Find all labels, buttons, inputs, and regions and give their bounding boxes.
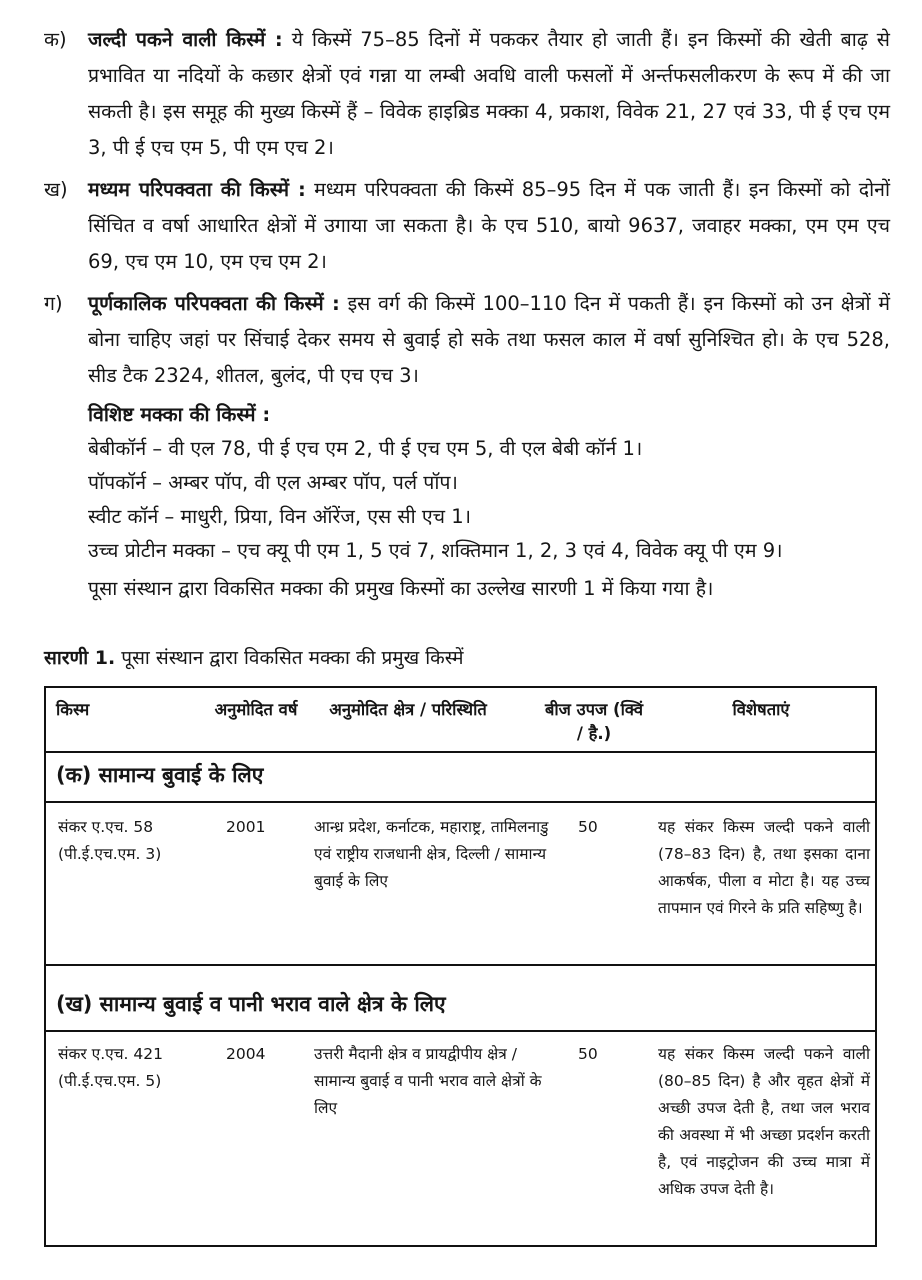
special-maize-title: विशिष्ट मक्का की किस्में : [88, 403, 271, 426]
row-divider [46, 964, 875, 966]
header-year: अनुमोदित वर्ष [214, 700, 298, 719]
special-maize-line: स्वीट कॉर्न – माधुरी, प्रिया, विन ऑरेंज, एस सी एच 1। [88, 505, 471, 528]
table-caption-label: सारणी 1. [44, 647, 116, 669]
header-variety: किस्म [56, 700, 90, 719]
cell-area: आन्ध्र प्रदेश, कर्नाटक, महाराष्ट्र, तामिलनाडु एवं राष्ट्रीय राजधानी क्षेत्र, दिल्ली / सामान्य बुवाई के लिए [314, 818, 549, 890]
list-marker: क) [44, 28, 67, 51]
special-maize-line: पॉपकॉर्न – अम्बर पॉप, वी एल अम्बर पॉप, पर्ल पॉप। [88, 471, 458, 494]
variety-group-early [44, 22, 890, 166]
special-maize-line: उच्च प्रोटीन मक्का – एच क्यू पी एम 1, 5 एवं 7, शक्तिमान 1, 2, 3 एवं 4, विवेक क्यू पी एम 9। [88, 539, 783, 562]
special-maize-line: बेबीकॉर्न – वी एल 78, पी ई एच एम 2, पी ई एच एम 5, वी एल बेबी कॉर्न 1। [88, 437, 643, 460]
cell-yield: 50 [578, 1045, 598, 1063]
group-text: मध्यम परिपक्वता की किस्में 85–95 दिन में पक जाती हैं। इन किस्मों को दोनों सिंचित व वर्षा आधारित क्षेत्रों में उगाया जा सकता है। के एच 510, बायो 9637, जवाहर मक्का, एम एम एच 69, एच एम 10, एम एच एम 2। [88, 178, 890, 273]
variety-group-medium [44, 172, 890, 280]
list-marker: ग) [44, 292, 63, 315]
table-section-heading [46, 980, 875, 1032]
header-traits: विशेषताएं [732, 700, 790, 719]
section-title: (ख) सामान्य बुवाई व पानी भराव वाले क्षेत्र के लिए [56, 992, 446, 1016]
cell-yield: 50 [578, 818, 598, 836]
cell-variety: संकर ए.एच. 421 (पी.ई.एच.एम. 5) [58, 1045, 163, 1090]
header-yield: बीज उपज (क्विं / है.) [544, 700, 644, 743]
cell-variety: संकर ए.एच. 58 (पी.ई.एच.एम. 3) [58, 818, 162, 863]
table-caption [44, 645, 464, 671]
table-header-row [46, 688, 875, 753]
cell-traits: यह संकर किस्म जल्दी पकने वाली (80–85 दिन) है और वृहत क्षेत्रों में अच्छी उपज देती है, तथा जल भराव की अवस्था में भी अच्छा प्रदर्शन करती है, एवं नाइट्रोजन की उच्च मात्रा में अधिक उपज देती है। [658, 1045, 870, 1198]
group-text: ये किस्में 75–85 दिनों में पककर तैयार हो जाती हैं। इन किस्मों की खेती बाढ़ से प्रभावित या नदियों के कछार क्षेत्रों एवं गन्ना या लम्बी अवधि वाली फसलों में अर्न्तफसलीकरण के रूप में की जा सकती है। इस समूह की मुख्य किस्में हैं – विवेक हाइब्रिड मक्का 4, प्रकाश, विवेक 21, 27 एवं 33, पी ई एच एम 3, पी ई एच एम 5, पी एम एच 2। [88, 28, 890, 159]
table-reference-line: पूसा संस्थान द्वारा विकसित मक्का की प्रमुख किस्मों का उल्लेख सारणी 1 में किया गया है। [88, 577, 714, 600]
cell-year: 2001 [226, 818, 266, 836]
group-heading: मध्यम परिपक्वता की किस्में : [88, 178, 306, 201]
section-title: (क) सामान्य बुवाई के लिए [56, 763, 264, 787]
table-caption-text: पूसा संस्थान द्वारा विकसित मक्का की प्रमुख किस्में [115, 647, 464, 669]
list-marker: ख) [44, 178, 68, 201]
cell-year: 2004 [226, 1045, 266, 1063]
group-text: इस वर्ग की किस्में 100–110 दिन में पकती हैं। इन किस्मों को उन क्षेत्रों में बोना चाहिए जहां पर सिंचाई देकर समय से बुवाई हो सके तथा फसल काल में वर्षा सुनिश्चित हो। के एच 528, सीड टैक 2324, शीतल, बुलंद, पी एच एच 3। [88, 292, 891, 387]
cell-traits: यह संकर किस्म जल्दी पकने वाली (78–83 दिन) है, तथा इसका दाना आकर्षक, पीला व मोटा है। यह उच्च तापमान एवं गिरने के प्रति सहिष्णु है। [658, 818, 870, 917]
table-section-heading [46, 751, 875, 803]
variety-group-full [44, 286, 890, 394]
header-area: अनुमोदित क्षेत्र / परिस्थिति [329, 700, 487, 719]
cell-area: उत्तरी मैदानी क्षेत्र व प्रायद्वीपीय क्षेत्र / सामान्य बुवाई व पानी भराव वाले क्षेत्रों के लिए [314, 1045, 542, 1117]
varieties-table [44, 686, 877, 1247]
group-heading: जल्दी पकने वाली किस्में : [88, 28, 283, 51]
special-maize-section [88, 398, 888, 606]
group-heading: पूर्णकालिक परिपक्वता की किस्में : [88, 292, 340, 315]
